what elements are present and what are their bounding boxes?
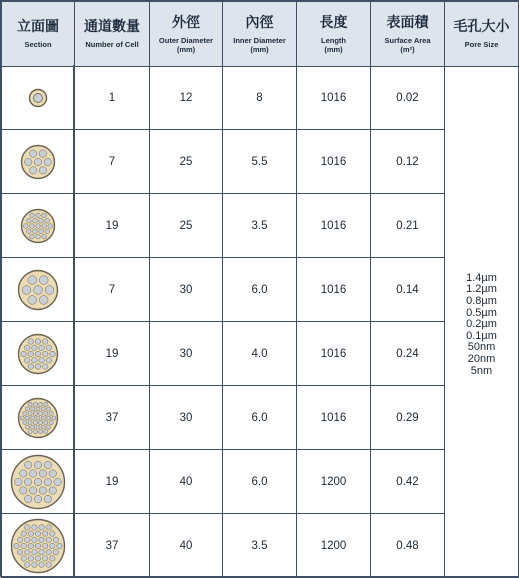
table-row bbox=[2, 67, 519, 130]
inner-diameter: 6.0 bbox=[223, 258, 297, 322]
pore-size-list bbox=[445, 67, 519, 578]
membrane-section-icon bbox=[10, 454, 66, 510]
header-pore-size bbox=[445, 2, 519, 67]
inner-diameter: 3.5 bbox=[223, 194, 297, 258]
cell-count: 1 bbox=[75, 67, 150, 130]
header-pore-zh: 毛孔大小 bbox=[453, 19, 510, 35]
membrane-section-icon bbox=[28, 88, 48, 108]
length: 1016 bbox=[297, 67, 371, 130]
pore-size-item: 20nm bbox=[467, 352, 496, 365]
cell-count: 37 bbox=[75, 514, 150, 578]
surface-area: 0.48 bbox=[371, 514, 445, 578]
outer-diameter: 25 bbox=[150, 130, 223, 194]
length: 1200 bbox=[297, 450, 371, 514]
length: 1016 bbox=[297, 386, 371, 450]
surface-area: 0.42 bbox=[371, 450, 445, 514]
header-area-zh: 表面積 bbox=[386, 14, 429, 31]
table-row bbox=[2, 130, 519, 194]
inner-diameter: 4.0 bbox=[223, 322, 297, 386]
section-cell bbox=[2, 386, 75, 450]
outer-diameter: 12 bbox=[150, 67, 223, 130]
outer-diameter: 30 bbox=[150, 386, 223, 450]
section-column-divider bbox=[73, 65, 74, 576]
membrane-section-icon bbox=[20, 144, 56, 180]
surface-area: 0.24 bbox=[371, 322, 445, 386]
table-row bbox=[2, 386, 519, 450]
outer-diameter: 25 bbox=[150, 194, 223, 258]
surface-area: 0.12 bbox=[371, 130, 445, 194]
section-cell bbox=[2, 194, 75, 258]
header-inner-zh: 內徑 bbox=[245, 14, 274, 31]
membrane-section-icon bbox=[17, 269, 59, 311]
header-inner-en: Inner Diameter bbox=[233, 35, 286, 45]
length: 1016 bbox=[297, 194, 371, 258]
inner-diameter: 8 bbox=[223, 67, 297, 130]
outer-diameter: 40 bbox=[150, 450, 223, 514]
header-length-en: Length bbox=[321, 35, 346, 45]
pore-size-item: 50nm bbox=[467, 341, 496, 354]
header-outer-zh: 外徑 bbox=[172, 14, 200, 31]
header-row bbox=[2, 2, 519, 67]
header-area-unit: (m²) bbox=[400, 44, 415, 54]
pore-size-item: 0.2µm bbox=[466, 318, 497, 331]
pore-size-item: 1.4µm bbox=[466, 271, 497, 284]
header-length-zh: 長度 bbox=[319, 14, 348, 31]
membrane-section-icon bbox=[10, 518, 66, 574]
pore-size-item: 1.2µm bbox=[466, 283, 497, 296]
header-outer-en: Outer Diameter bbox=[158, 35, 214, 45]
pore-size-item: 0.5µm bbox=[466, 306, 497, 319]
header-length-unit: (mm) bbox=[324, 44, 343, 54]
inner-diameter: 6.0 bbox=[223, 386, 297, 450]
outer-diameter: 40 bbox=[150, 514, 223, 578]
inner-diameter: 3.5 bbox=[223, 514, 297, 578]
membrane-section-icon bbox=[20, 208, 56, 244]
length: 1016 bbox=[297, 322, 371, 386]
header-pore-en: Pore Size bbox=[464, 40, 499, 49]
pore-size-item: 0.8µm bbox=[466, 295, 497, 308]
membrane-section-icon bbox=[17, 333, 59, 375]
section-cell bbox=[2, 258, 75, 322]
header-surface-area bbox=[371, 2, 445, 67]
section-cell bbox=[2, 450, 75, 514]
cell-count: 19 bbox=[75, 194, 150, 258]
length: 1016 bbox=[297, 130, 371, 194]
pore-size-item: 5nm bbox=[470, 364, 493, 377]
surface-area: 0.14 bbox=[371, 258, 445, 322]
cell-count: 7 bbox=[75, 130, 150, 194]
cell-count: 19 bbox=[75, 322, 150, 386]
header-length bbox=[297, 2, 371, 67]
header-cells-zh: 通道數量 bbox=[84, 19, 140, 35]
membrane-section-icon bbox=[17, 397, 59, 439]
surface-area: 0.29 bbox=[371, 386, 445, 450]
header-outer-unit: (mm) bbox=[176, 44, 196, 54]
header-outer-diameter bbox=[150, 2, 223, 67]
header-inner-diameter bbox=[223, 2, 297, 67]
header-inner-unit: (mm) bbox=[250, 44, 269, 54]
pore-size-item: 0.1µm bbox=[466, 329, 497, 342]
header-area-en: Surface Area bbox=[384, 35, 431, 45]
section-cell bbox=[2, 130, 75, 194]
header-cells-en: Number of Cell bbox=[85, 40, 139, 49]
length: 1016 bbox=[297, 258, 371, 322]
section-cell bbox=[2, 67, 75, 130]
length: 1200 bbox=[297, 514, 371, 578]
section-cell bbox=[2, 322, 75, 386]
header-section-en: Section bbox=[24, 40, 52, 49]
header-section-zh: 立面圖 bbox=[17, 19, 59, 35]
table-row bbox=[2, 514, 519, 578]
table-row bbox=[2, 322, 519, 386]
inner-diameter: 6.0 bbox=[223, 450, 297, 514]
section-cell bbox=[2, 514, 75, 578]
outer-diameter: 30 bbox=[150, 322, 223, 386]
surface-area: 0.21 bbox=[371, 194, 445, 258]
table-row bbox=[2, 258, 519, 322]
surface-area: 0.02 bbox=[371, 67, 445, 130]
cell-count: 7 bbox=[75, 258, 150, 322]
cell-count: 19 bbox=[75, 450, 150, 514]
table-row bbox=[2, 450, 519, 514]
header-section bbox=[2, 2, 75, 67]
header-cells bbox=[75, 2, 150, 67]
outer-diameter: 30 bbox=[150, 258, 223, 322]
table-row bbox=[2, 194, 519, 258]
filter-spec-table bbox=[1, 1, 519, 578]
inner-diameter: 5.5 bbox=[223, 130, 297, 194]
cell-count: 37 bbox=[75, 386, 150, 450]
